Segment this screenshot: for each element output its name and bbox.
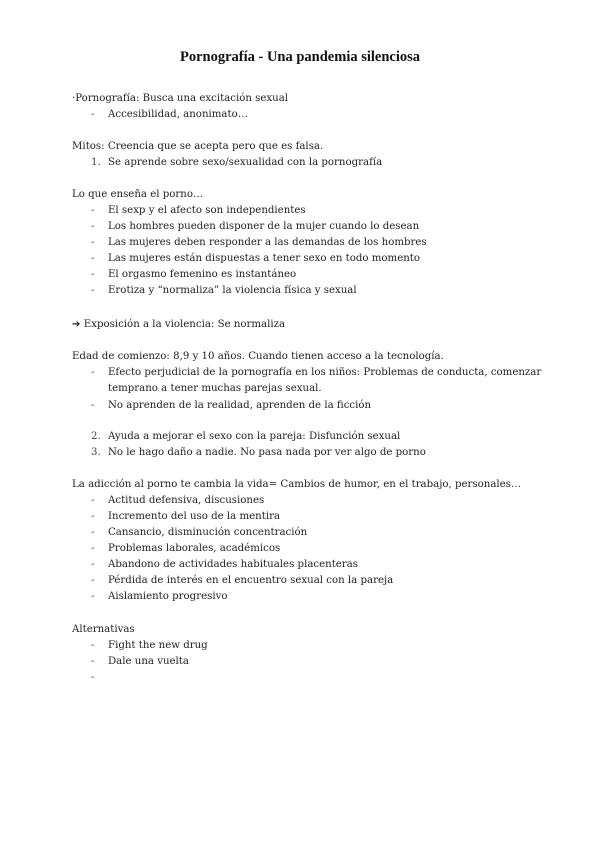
list-item: Abandono de actividades habituales placenteras [108, 559, 358, 570]
arrow-note: ➔ Exposición a la violencia: Se normaliza [72, 319, 286, 330]
dash-marker: - [91, 285, 95, 296]
list-item: Efecto perjudicial de la pornografía en los niños: Problemas de conducta, comenzar temprano a tener muchas parejas sexual. [108, 367, 542, 394]
dash-marker: - [91, 559, 95, 570]
list-item: Las mujeres deben responder a las demandas de los hombres [108, 237, 427, 248]
dash-marker: - [91, 221, 95, 232]
dash-marker: - [91, 367, 95, 378]
list-item: Accesibilidad, anonimato… [108, 109, 248, 120]
dash-marker: - [91, 253, 95, 264]
list-item: Los hombres pueden disponer de la mujer cuando lo desean [108, 221, 420, 232]
list-item: El sexp y el afecto son independientes [108, 205, 306, 216]
dash-marker: - [91, 640, 95, 651]
list-item: Aislamiento progresivo [108, 591, 228, 602]
page-title: Pornografía - Una pandemia silenciosa [179, 49, 421, 65]
dash-marker: - [91, 109, 95, 120]
dash-marker: - [91, 205, 95, 216]
section-heading-lo-que-ensena: Lo que enseña el porno… [72, 189, 204, 200]
section-heading-adiccion: La adicción al porno te cambia la vida= Cambios de humor, en el trabajo, personales… [72, 479, 522, 490]
list-item: No le hago daño a nadie. No pasa nada por ver algo de porno [108, 447, 426, 458]
list-item: Erotiza y “normaliza” la violencia física y sexual [108, 285, 357, 296]
section-heading-edad: Edad de comienzo: 8,9 y 10 años. Cuando tienen acceso a la tecnología. [72, 351, 444, 362]
list-item: Cansancio, disminución concentración [108, 527, 308, 538]
list-item: El orgasmo femenino es instantáneo [108, 269, 297, 280]
list-item: Incremento del uso de la mentira [108, 511, 281, 522]
dash-marker: - [91, 656, 95, 667]
list-item: Las mujeres están dispuestas a tener sexo en todo momento [108, 253, 421, 264]
section-heading-alternativas: Alternativas [72, 624, 135, 635]
dash-marker: - [91, 672, 95, 683]
number-marker: 1. [91, 157, 101, 168]
number-marker: 3. [91, 447, 101, 458]
section-heading-pornografia: ·Pornografía: Busca una excitación sexual [72, 93, 289, 104]
dash-marker: - [91, 527, 95, 538]
dash-marker: - [91, 269, 95, 280]
dash-marker: - [91, 575, 95, 586]
list-item: Actitud defensiva, discusiones [108, 495, 265, 506]
list-item: Dale una vuelta [108, 656, 189, 667]
number-marker: 2. [91, 431, 101, 442]
dash-marker: - [91, 511, 95, 522]
dash-marker: - [91, 237, 95, 248]
dash-marker: - [91, 495, 95, 506]
dash-marker: - [91, 591, 95, 602]
list-item: Pérdida de interés en el encuentro sexual con la pareja [108, 575, 394, 586]
list-item: No aprenden de la realidad, aprenden de la ficción [108, 400, 372, 411]
list-item: Problemas laborales, académicos [108, 543, 281, 554]
dash-marker: - [91, 400, 95, 411]
list-item: Se aprende sobre sexo/sexualidad con la pornografía [108, 157, 383, 168]
section-heading-mitos: Mitos: Creencia que se acepta pero que es falsa. [72, 141, 324, 152]
dash-marker: - [91, 543, 95, 554]
list-item: Ayuda a mejorar el sexo con la pareja: Disfunción sexual [108, 431, 401, 442]
list-item: Fight the new drug [108, 640, 208, 651]
